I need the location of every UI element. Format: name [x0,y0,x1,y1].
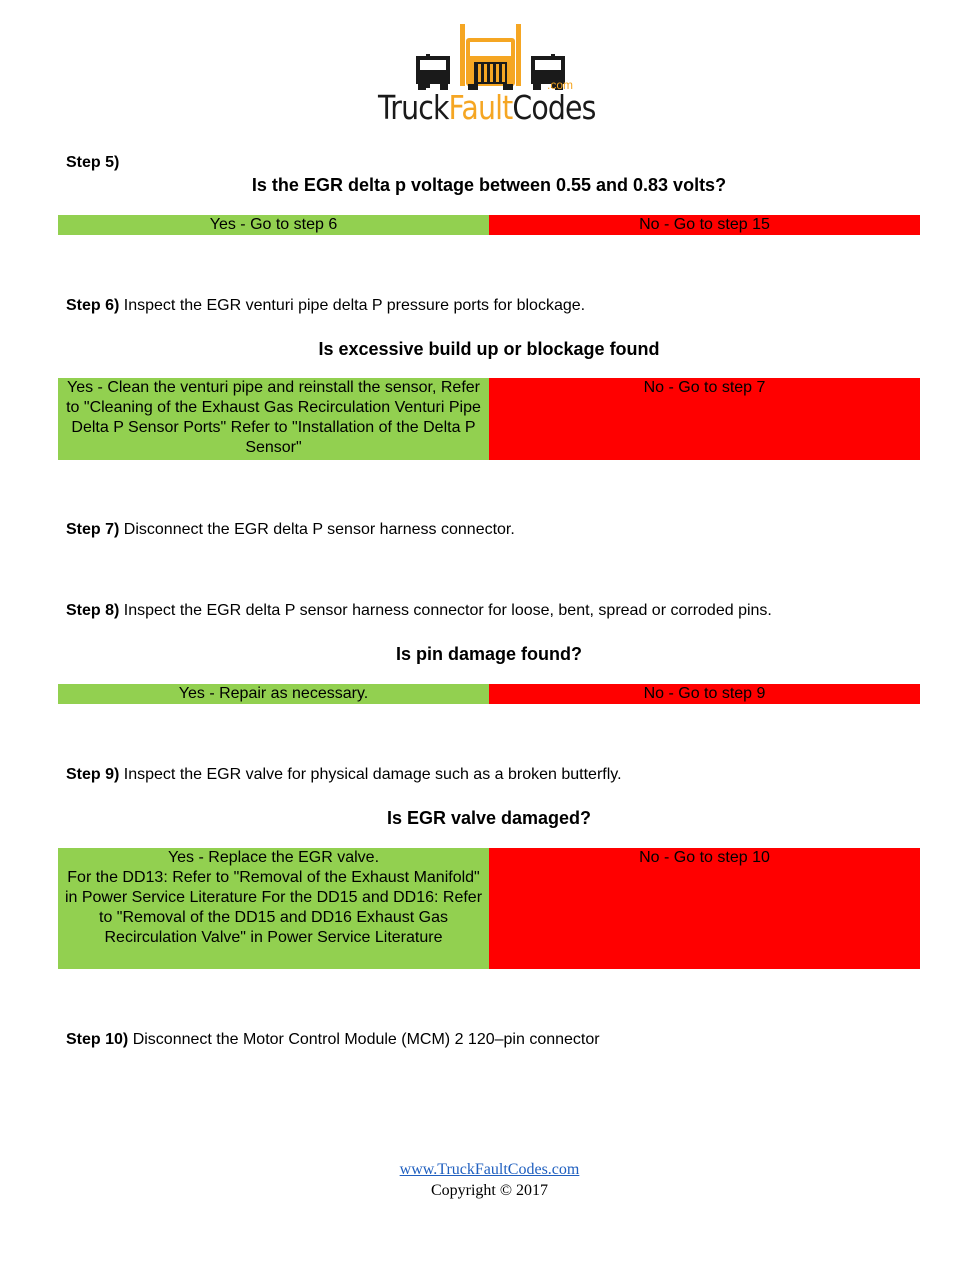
step-label: Step 6) [66,297,120,314]
step-label: Step 8) [66,602,120,619]
yes-answer: Yes - Clean the venturi pipe and reinstall the sensor, Refer to "Cleaning of the Exhaust Gas Recirculation Venturi Pipe Delta P Sensor Ports" Refer to "Installation of the Delta P Sensor" [58,378,489,460]
answer-row-step-9 [58,848,920,969]
yes-answer-line-2: For the DD13: Refer to "Removal of the Exhaust Manifold" in Power Service Literature For the DD15 and DD16: Refer to "Removal of the DD15 and DD16 Exhaust Gas Recirculation Valve" in Power Service Literature [64,869,483,946]
footer-copyright: Copyright © 2017 [430,1182,549,1199]
step-text: Inspect the EGR venturi pipe delta P pressure ports for blockage. [119,297,586,314]
answer-row-step-6 [58,378,920,460]
step-label: Step 9) [66,766,120,783]
yes-answer: Yes - Repair as necessary. [58,684,489,704]
step-label: Step 7) [66,521,120,538]
site-logo [378,20,603,128]
logo-word-fault: Fault [448,88,513,127]
yes-answer-line-1: Yes - Replace the EGR valve. [167,849,380,866]
logo-word-truck: Truck [378,88,449,127]
yes-answer [58,848,489,969]
no-answer: No - Go to step 7 [489,378,920,460]
step-5 [66,154,119,172]
step-10 [66,1031,600,1049]
step-6 [66,297,585,315]
footer-link-wrap [0,1161,979,1179]
yes-answer: Yes - Go to step 6 [58,215,489,235]
step-text: Disconnect the EGR delta P sensor harness connector. [119,521,515,538]
no-answer: No - Go to step 15 [489,215,920,235]
question-step-5: Is the EGR delta p voltage between 0.55 and 0.83 volts? [251,175,727,195]
step-9 [66,766,622,784]
step-8 [66,602,772,620]
logo-word-codes: Codes [512,88,596,127]
logo-wordmark [378,88,596,127]
question-step-6: Is excessive build up or blockage found [318,339,660,359]
step-label: Step 5) [66,154,120,171]
step-text: Inspect the EGR valve for physical damage such as a broken butterfly. [119,766,622,783]
no-answer: No - Go to step 10 [489,848,920,969]
answer-row-step-8 [58,684,920,704]
no-answer: No - Go to step 9 [489,684,920,704]
step-text: Disconnect the Motor Control Module (MCM) 2 120–pin connector [128,1031,600,1048]
logo-com: .com [547,78,574,92]
footer-website-link[interactable]: www.TruckFaultCodes.com [399,1161,580,1178]
step-text: Inspect the EGR delta P sensor harness connector for loose, bent, spread or corroded pins. [119,602,772,619]
answer-row-step-5 [58,215,920,235]
step-7 [66,521,515,539]
question-step-9: Is EGR valve damaged? [386,808,592,828]
question-step-8: Is pin damage found? [395,644,582,664]
step-label: Step 10) [66,1031,129,1048]
